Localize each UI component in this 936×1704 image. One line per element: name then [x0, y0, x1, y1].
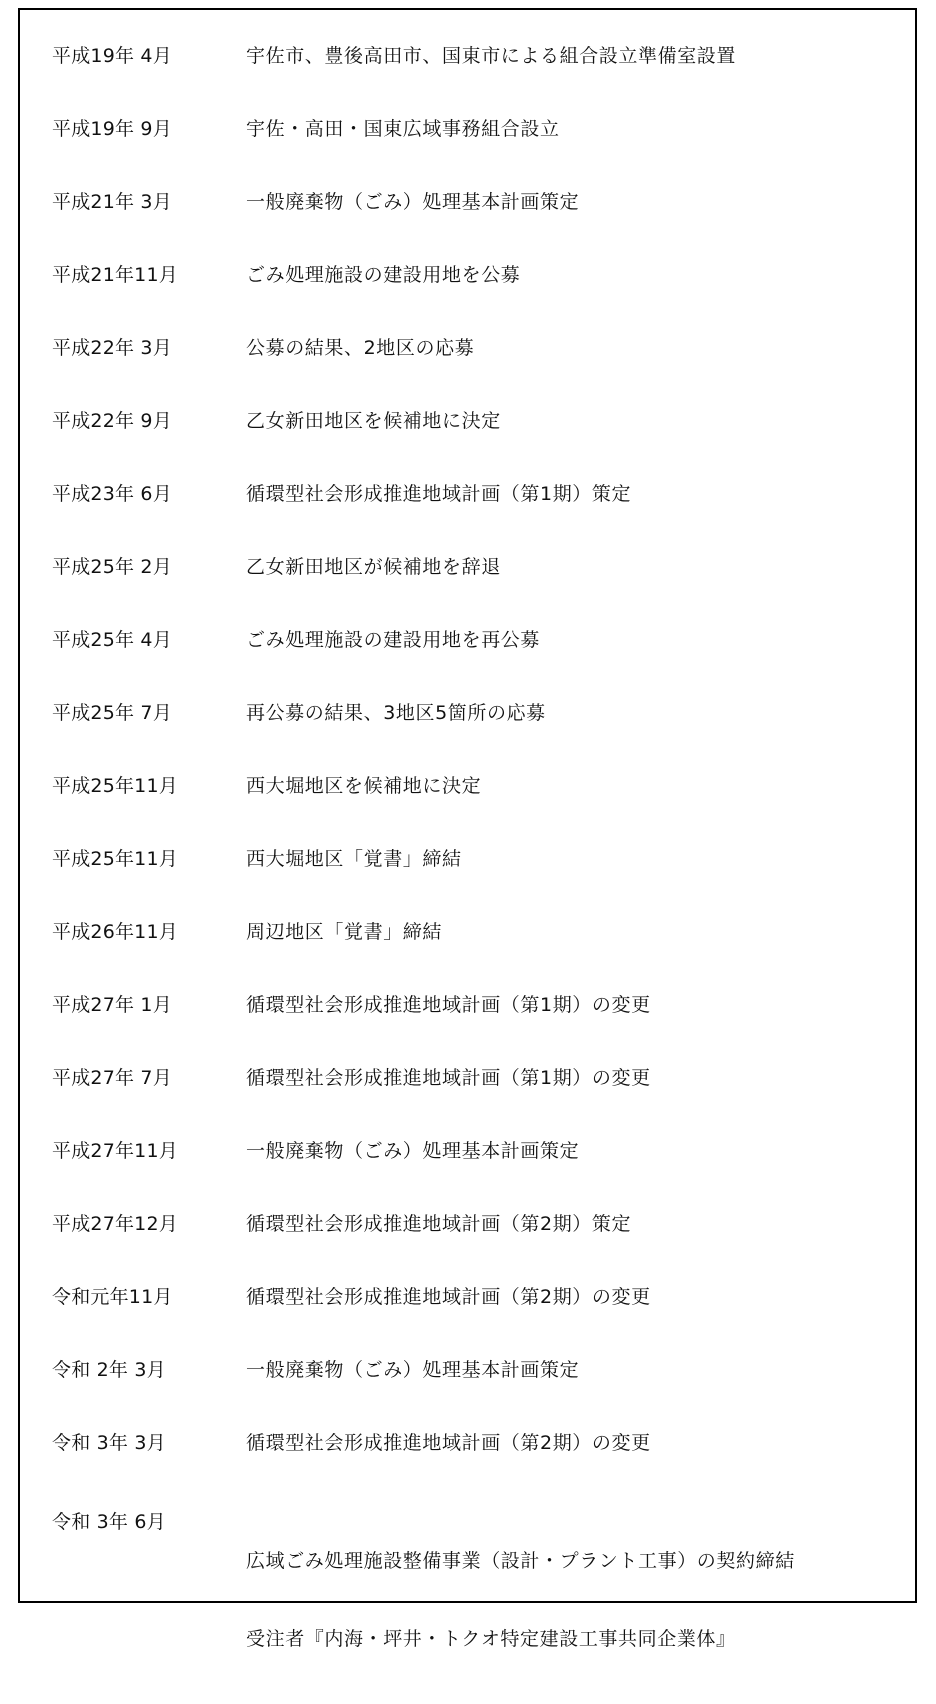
timeline-frame — [18, 8, 917, 1650]
timeline-row — [20, 1496, 915, 1650]
timeline-event: ごみ処理施設の建設用地を再公募 — [246, 629, 541, 651]
timeline-event: 乙女新田地区を候補地に決定 — [246, 410, 501, 432]
timeline-row — [20, 541, 915, 593]
timeline-row — [20, 906, 915, 958]
timeline-row — [20, 833, 915, 885]
timeline-row — [20, 395, 915, 447]
timeline-row — [20, 614, 915, 666]
timeline-event-line: 広域ごみ処理施設整備事業（設計・プラント工事）の契約締結 — [246, 1550, 795, 1572]
timeline-event: 再公募の結果、3地区5箇所の応募 — [246, 702, 546, 724]
timeline-row — [20, 103, 915, 155]
timeline-event: 循環型社会形成推進地域計画（第2期）の変更 — [246, 1432, 651, 1454]
timeline-date: 平成26年11月 — [52, 921, 178, 943]
timeline-event: 循環型社会形成推進地域計画（第1期）策定 — [246, 483, 632, 505]
timeline-row — [20, 249, 915, 301]
timeline-event-line: 受注者『内海・坪井・トクオ特定建設工事共同企業体』 — [246, 1628, 736, 1650]
timeline-event: 宇佐・高田・国東広域事務組合設立 — [246, 118, 560, 140]
timeline-date: 令和 3年 6月 — [52, 1511, 166, 1533]
timeline-date: 平成25年 7月 — [52, 702, 172, 724]
timeline-date: 平成19年 4月 — [52, 45, 172, 67]
timeline-event: 宇佐市、豊後高田市、国東市による組合設立準備室設置 — [246, 45, 737, 67]
timeline-event: 公募の結果、2地区の応募 — [246, 337, 475, 359]
timeline-row — [20, 1344, 915, 1396]
timeline-event: 西大堀地区「覚書」締結 — [246, 848, 462, 870]
timeline-event: 西大堀地区を候補地に決定 — [246, 775, 482, 797]
timeline-row — [20, 176, 915, 228]
timeline-date: 平成23年 6月 — [52, 483, 172, 505]
timeline-date: 平成25年11月 — [52, 848, 178, 870]
timeline-date: 令和 3年 3月 — [52, 1432, 166, 1454]
timeline-event: 循環型社会形成推進地域計画（第1期）の変更 — [246, 1067, 651, 1089]
timeline-date: 平成25年 2月 — [52, 556, 172, 578]
timeline-row — [20, 687, 915, 739]
timeline-row — [20, 468, 915, 520]
timeline-date: 平成19年 9月 — [52, 118, 172, 140]
timeline-event: 一般廃棄物（ごみ）処理基本計画策定 — [246, 1140, 580, 1162]
timeline-row — [20, 1052, 915, 1104]
timeline-date: 平成21年11月 — [52, 264, 178, 286]
timeline-event — [246, 1496, 795, 1704]
timeline-row — [20, 1198, 915, 1250]
timeline-event: 循環型社会形成推進地域計画（第1期）の変更 — [246, 994, 651, 1016]
timeline-date: 令和 2年 3月 — [52, 1359, 166, 1381]
timeline-date: 平成22年 3月 — [52, 337, 172, 359]
timeline-row — [20, 1125, 915, 1177]
timeline-date: 平成25年 4月 — [52, 629, 172, 651]
timeline-event: 乙女新田地区が候補地を辞退 — [246, 556, 501, 578]
timeline-date: 平成21年 3月 — [52, 191, 172, 213]
timeline-event: 一般廃棄物（ごみ）処理基本計画策定 — [246, 191, 580, 213]
timeline-row — [20, 760, 915, 812]
timeline-row — [20, 322, 915, 374]
timeline-row — [20, 30, 915, 82]
timeline-date: 平成27年 7月 — [52, 1067, 172, 1089]
timeline-row — [20, 1271, 915, 1323]
timeline-row — [20, 1417, 915, 1469]
timeline-date: 令和元年11月 — [52, 1286, 173, 1308]
timeline-event: 循環型社会形成推進地域計画（第2期）策定 — [246, 1213, 632, 1235]
timeline-event: 一般廃棄物（ごみ）処理基本計画策定 — [246, 1359, 580, 1381]
timeline-date: 平成27年11月 — [52, 1140, 178, 1162]
timeline-event: ごみ処理施設の建設用地を公募 — [246, 264, 521, 286]
timeline-event: 循環型社会形成推進地域計画（第2期）の変更 — [246, 1286, 651, 1308]
timeline-date: 平成22年 9月 — [52, 410, 172, 432]
timeline-row — [20, 979, 915, 1031]
timeline-date: 平成27年 1月 — [52, 994, 172, 1016]
timeline-event: 周辺地区「覚書」締結 — [246, 921, 443, 943]
timeline-date: 平成27年12月 — [52, 1213, 178, 1235]
timeline-date: 平成25年11月 — [52, 775, 178, 797]
